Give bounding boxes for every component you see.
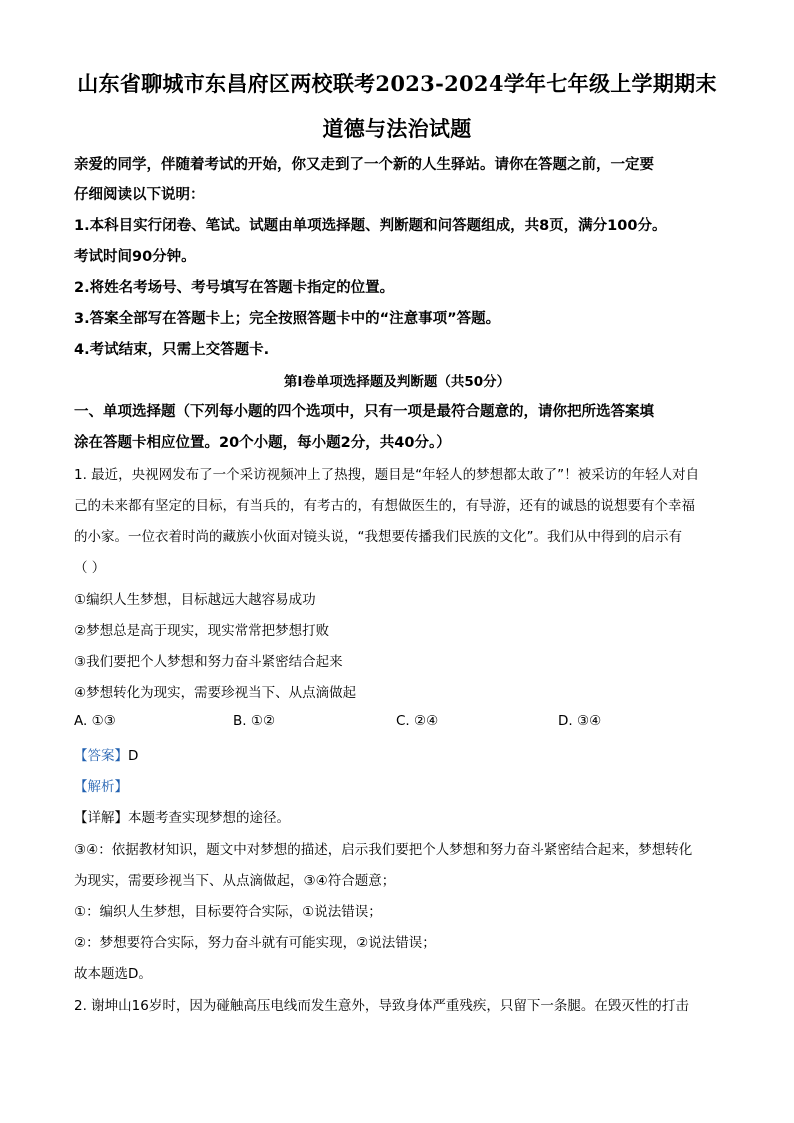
instruction-item: 1.本科目实行闭卷、笔试。试题由单项选择题、判断题和问答题组成，共8页，满分100分。: [74, 218, 667, 234]
answer-value: D: [128, 748, 139, 764]
question-stem: 2. 谢坤山16岁时，因为碰触高压电线而发生意外，导致身体严重残疾，只留下一条腿。在毁灭性的打击: [74, 998, 689, 1014]
exam-subtitle: 道德与法治试题: [322, 116, 472, 141]
answer-line: [74, 744, 138, 764]
explanation-line: 为现实，需要珍视当下、从点滴做起，③④符合题意；: [74, 873, 396, 889]
question-stem: 的小家。一位衣着时尚的藏族小伙面对镜头说，“我想要传播我们民族的文化”。我们从中得到的启示有: [74, 529, 682, 545]
statement: ①编织人生梦想，目标越远大越容易成功: [74, 592, 316, 608]
explanation-line: ①：编织人生梦想，目标要符合实际，①说法错误；: [74, 904, 382, 920]
statement: ③我们要把个人梦想和努力奋斗紧密结合起来: [74, 654, 343, 670]
instruction-item: 4.考试结束，只需上交答题卡.: [74, 342, 270, 358]
instruction-item: 3.答案全部写在答题卡上；完全按照答题卡中的“注意事项”答题。: [74, 311, 501, 327]
explanation-line: ③④：依据教材知识，题文中对梦想的描述，启示我们要把个人梦想和努力奋斗紧密结合起来，梦想转化: [74, 842, 693, 858]
statement: ②梦想总是高于现实，现实常常把梦想打败: [74, 623, 330, 639]
option-d: D. ③④: [558, 713, 602, 729]
instruction-item: 2.将姓名考场号、考号填写在答题卡指定的位置。: [74, 280, 395, 296]
option-b: B. ①②: [233, 713, 276, 729]
section-instruction: 涂在答题卡相应位置。20个小题，每小题2分，共40分。）: [74, 435, 451, 451]
exam-title: 山东省聊城市东昌府区两校联考2023-2024学年七年级上学期期末: [77, 71, 717, 96]
instruction-item: 考试时间90分钟。: [74, 249, 196, 265]
question-stem: 1. 最近，央视网发布了一个采访视频冲上了热搜，题目是“年轻人的梦想都太敢了”！被采访的年轻人对自: [74, 467, 700, 483]
answer-label: 【答案】: [74, 748, 128, 764]
option-a: A. ①③: [74, 713, 116, 729]
question-stem: 己的未来都有坚定的目标，有当兵的，有考古的，有想做医生的，有导游，还有的诚恳的说想要有个幸福: [74, 498, 695, 514]
detail-line: 【详解】本题考查实现梦想的途径。: [74, 810, 290, 826]
analysis-label: 【解析】: [74, 779, 128, 795]
option-c: C. ②④: [396, 713, 439, 729]
explanation-line: ②：梦想要符合实际，努力奋斗就有可能实现，②说法错误；: [74, 935, 436, 951]
conclusion-line: 故本题选D。: [74, 966, 152, 982]
answer-blank: （ ）: [74, 560, 106, 576]
statement: ④梦想转化为现实，需要珍视当下、从点滴做起: [74, 685, 357, 701]
section-title: 第Ⅰ卷单项选择题及判断题（共50分）: [283, 374, 511, 390]
intro-line: 亲爱的同学，伴随着考试的开始，你又走到了一个新的人生驿站。请你在答题之前，一定要: [74, 157, 654, 173]
intro-line: 仔细阅读以下说明：: [74, 187, 205, 203]
section-instruction: 一、单项选择题（下列每小题的四个选项中，只有一项是最符合题意的，请你把所选答案填: [74, 404, 654, 420]
